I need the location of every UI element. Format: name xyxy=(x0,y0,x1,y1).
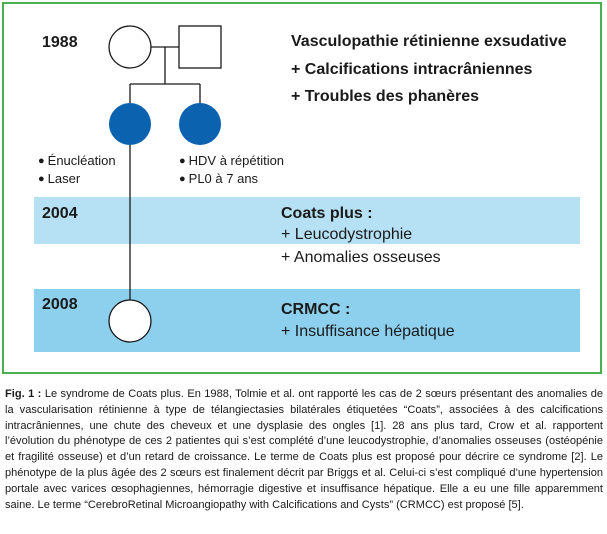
year-1988: 1988 xyxy=(42,34,78,51)
pedigree-figure xyxy=(2,2,602,374)
coats-plus-title: Coats plus : xyxy=(281,205,373,222)
daughter-symbol xyxy=(109,300,151,342)
coats-plus-line-1: + Leucodystrophie xyxy=(281,226,413,243)
note-left-2: ● Laser xyxy=(38,171,81,186)
phenotype-1988-line-1: Vasculopathie rétinienne exsudative xyxy=(291,33,567,50)
affected-sister-2 xyxy=(179,103,221,145)
crmcc-title: CRMCC : xyxy=(281,301,351,318)
year-2008: 2008 xyxy=(42,296,78,313)
note-right-2: ● PL0 à 7 ans xyxy=(179,171,259,186)
figure-caption xyxy=(5,387,603,513)
phenotype-1988-line-3: + Troubles des phanères xyxy=(291,88,480,105)
note-left-1: ● Énucléation xyxy=(38,153,116,168)
year-2004: 2004 xyxy=(42,205,78,222)
father-symbol xyxy=(179,26,221,68)
affected-sister-1 xyxy=(109,103,151,145)
caption-body: Le syndrome de Coats plus. En 1988, Tolmie et al. ont rapporté les cas de 2 sœurs présentant des anomalies de la vascularisation rétinienne à type de télangiectasies bilatérales étiquetées “Coats”, associées à des calcifications intracrâniennes, une chute des cheveux et une dysplasie des ongles [1]. 28 ans plus tard, Crow et al. rapportent l’évolution du phénotype de ces 2 patientes qui s’est complété d’une leucodystrophie, d’anomalies osseuses (ostéopénie et fragilité osseuse) et d’un retard de croissance. Le terme de Coats plus est proposé pour décrire ce syndrome [2]. Le phénotype de la plus âgée des 2 sœurs est finalement décrit par Briggs et al. Celui-ci s’est compliqué d’une hypertension portale avec varices œsophagiennes, hémorragie digestive et insuffisance hépatique. Elle a eu une fille apparemment saine. Le terme “CerebroRetinal Microangiopathy with Calcifications and Cysts” (CRMCC) est proposé [5]. xyxy=(5,388,603,511)
phenotype-1988-line-2: + Calcifications intracrâniennes xyxy=(291,61,533,78)
crmcc-line-1: + Insuffisance hépatique xyxy=(281,323,455,340)
mother-symbol xyxy=(109,26,151,68)
coats-plus-line-2: + Anomalies osseuses xyxy=(281,249,441,266)
note-right-1: ● HDV à répétition xyxy=(179,153,285,168)
caption-label: Fig. 1 : xyxy=(5,388,42,400)
